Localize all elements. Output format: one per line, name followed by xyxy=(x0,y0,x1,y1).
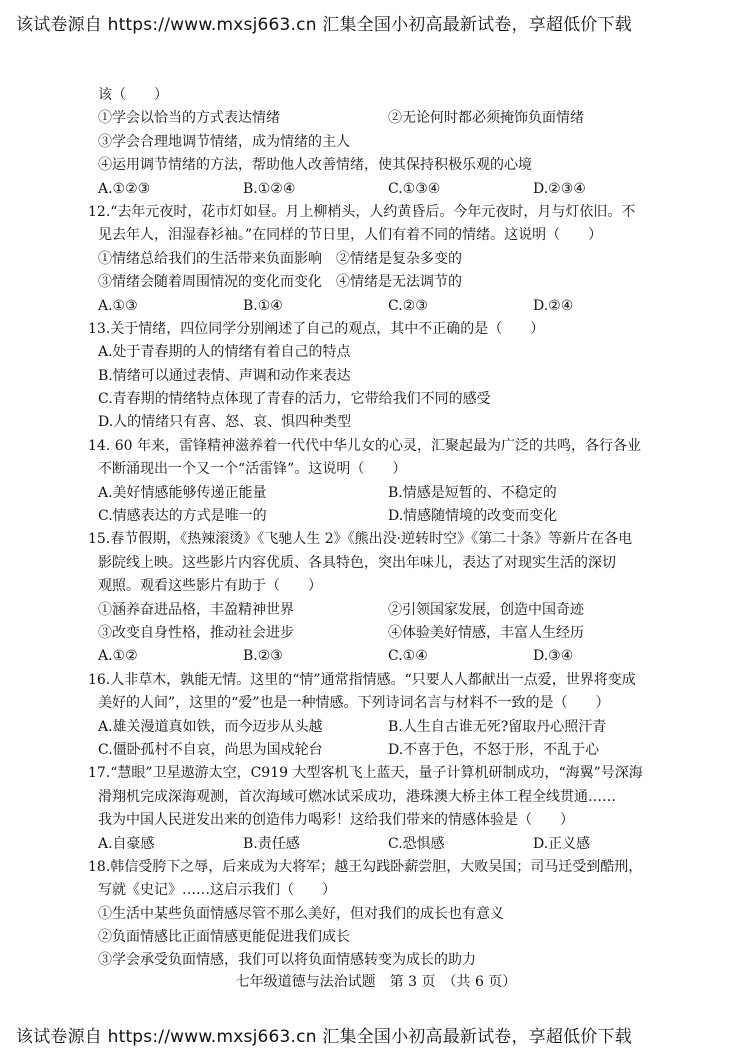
q13-choice-a: A.处于青春期的人的情绪有着自己的特点 xyxy=(98,344,351,361)
q14-choice-d: D.情感随情境的改变而变化 xyxy=(388,508,558,525)
q16-stem-line-1: 16.人非草木，孰能无情。这里的“情”通常指情感。“只要人人都献出一点爱，世界将变成 xyxy=(88,671,636,688)
q15-choice-a: A.①② xyxy=(98,648,138,665)
q18-item-3: ③学会承受负面情感，我们可以将负面情感转变为成长的助力 xyxy=(98,952,476,969)
q17-stem-line-2: 滑翔机完成深海观测，首次海域可燃冰试采成功，港珠澳大桥主体工程全线贯通…… xyxy=(98,788,616,805)
q12-choice-b: B.①④ xyxy=(243,297,283,314)
q11-item-1: ①学会以恰当的方式表达情绪 xyxy=(98,110,280,127)
q12-stem-line-2: 见去年人，泪湿春衫袖。”在同样的节日里，人们有着不同的情绪。这说明（ ） xyxy=(98,227,603,244)
q13-choice-c: C.青春期的情绪特点体现了青春的活力，它带给我们不同的感受 xyxy=(98,391,491,408)
q18-stem-line-1: 18.韩信受胯下之辱，后来成为大将军；越王勾践卧薪尝胆，大败吴国；司马迁受到酷刑， xyxy=(88,858,643,875)
q15-choice-b: B.②③ xyxy=(243,648,283,665)
q11-choice-d: D.②③④ xyxy=(533,180,586,197)
q12-stem-line-1: 12.“去年元夜时，花市灯如昼。月上柳梢头，人约黄昏后。今年元夜时，月与灯依旧。不 xyxy=(88,203,636,220)
q12-choice-c: C.②③ xyxy=(388,297,428,314)
q12-choice-a: A.①③ xyxy=(98,297,138,314)
q13-choice-b: B.情绪可以通过表情、声调和动作来表达 xyxy=(98,367,351,384)
q16-choice-a: A.雄关漫道真如铁，而今迈步从头越 xyxy=(98,718,323,735)
q17-choices xyxy=(98,833,678,856)
q11-stem-end: 该（ ） xyxy=(98,87,168,103)
q11-items-row-1 xyxy=(98,107,678,130)
q11-item-2: ②无论何时都必须掩饰负面情绪 xyxy=(388,110,584,127)
q11-choice-b: B.①②④ xyxy=(243,180,296,197)
q15-stem-line-3: 观照。观看这些影片有助于（ ） xyxy=(98,578,322,595)
q16-choices-row-1 xyxy=(98,716,678,739)
q14-choice-a: A.美好情感能够传递正能量 xyxy=(98,484,267,501)
q15-choice-c: C.①④ xyxy=(388,648,428,665)
q14-choice-c: C.情感表达的方式是唯一的 xyxy=(98,508,267,525)
q17-choice-c: C.恐惧感 xyxy=(388,835,445,852)
q16-choice-d: D.不喜于色，不怒于形，不乱于心 xyxy=(388,741,600,758)
q18-stem-line-2: 写就《史记》……这启示我们（ ） xyxy=(98,882,336,899)
q13-choice-d: D.人的情绪只有喜、怒、哀、惧四种类型 xyxy=(98,414,352,431)
q18-item-1: ①生活中某些负面情感尽管不那么美好，但对我们的成长也有意义 xyxy=(98,905,504,922)
q11-choice-a: A.①②③ xyxy=(98,180,151,197)
q11-choice-c: C.①③④ xyxy=(388,180,441,197)
source-banner-bottom: 该试卷源自 https://www.mxsj663.cn 汇集全国小初高最新试卷，享超低价下载 xyxy=(16,1027,632,1047)
q16-choices-row-2 xyxy=(98,739,678,762)
q14-choices-row-1 xyxy=(98,482,678,505)
q16-stem-line-2: 美好的人间”，这里的“爱”也是一种情感。下列诗词名言与材料不一致的是（ ） xyxy=(98,695,610,712)
q15-item-1: ①涵养奋进品格，丰盈精神世界 xyxy=(98,601,294,618)
q15-stem-line-1: 15.春节假期，《热辣滚烫》《飞驰人生 2》《熊出没·逆转时空》《第二十条》等新片在各电 xyxy=(88,531,633,548)
question-content xyxy=(88,84,678,973)
q14-stem-line-1: 14. 60 年来，雷锋精神滋养着一代代中华儿女的心灵，汇聚起最为广泛的共鸣，各行各业 xyxy=(88,437,641,454)
q17-choice-b: B.责任感 xyxy=(243,835,300,852)
q15-item-4: ④体验美好情感，丰富人生经历 xyxy=(388,624,584,641)
q18-item-2: ②负面情感比正面情感更能促进我们成长 xyxy=(98,929,350,946)
q17-choice-d: D.正义感 xyxy=(533,835,591,852)
q15-item-3: ③改变自身性格，推动社会进步 xyxy=(98,624,294,641)
q12-items-1: ①情绪总给我们的生活带来负面影响 ②情绪是复杂多变的 xyxy=(98,250,462,267)
q17-stem-line-1: 17.“慧眼”卫星遨游太空，C919 大型客机飞上蓝天，量子计算机研制成功，“海翼”号深海 xyxy=(88,765,643,782)
page-footer: 七年级道德与法治试题 第 3 页 （共 6 页） xyxy=(235,974,517,990)
q17-stem-line-3: 我为中国人民迸发出来的创造伟力喝彩！这给我们带来的情感体验是（ ） xyxy=(98,812,574,829)
q15-stem-line-2: 影院线上映。这些影片内容优质、各具特色，突出年味儿，表达了对现实生活的深切 xyxy=(98,554,616,571)
q12-choice-d: D.②④ xyxy=(533,297,574,314)
q12-items-2: ③情绪会随着周围情况的变化而变化 ④情绪是无法调节的 xyxy=(98,274,462,291)
q15-items-row-1 xyxy=(98,599,678,622)
q15-choices xyxy=(98,645,678,668)
q15-item-2: ②引领国家发展，创造中国奇迹 xyxy=(388,601,584,618)
q16-choice-b: B.人生自古谁无死?留取丹心照汗青 xyxy=(388,718,607,735)
q14-choices-row-2 xyxy=(98,505,678,528)
q14-choice-b: B.情感是短暂的、不稳定的 xyxy=(388,484,557,501)
q11-choices xyxy=(98,178,678,201)
q12-choices xyxy=(98,295,678,318)
q11-item-3: ③学会合理地调节情绪，成为情绪的主人 xyxy=(98,133,350,150)
q17-choice-a: A.自豪感 xyxy=(98,835,155,852)
q13-stem: 13.关于情绪，四位同学分别阐述了自己的观点，其中不正确的是（ ） xyxy=(88,320,545,337)
q15-items-row-2 xyxy=(98,622,678,645)
q14-stem-line-2: 不断涌现出一个又一个“活雷锋”。这说明（ ） xyxy=(98,461,407,478)
q15-choice-d: D.③④ xyxy=(533,648,574,665)
source-banner-top: 该试卷源自 https://www.mxsj663.cn 汇集全国小初高最新试卷，享超低价下载 xyxy=(16,15,632,35)
q11-item-4: ④运用调节情绪的方法，帮助他人改善情绪，使其保持积极乐观的心境 xyxy=(98,157,532,174)
q16-choice-c: C.僵卧孤村不自哀，尚思为国戍轮台 xyxy=(98,741,323,758)
